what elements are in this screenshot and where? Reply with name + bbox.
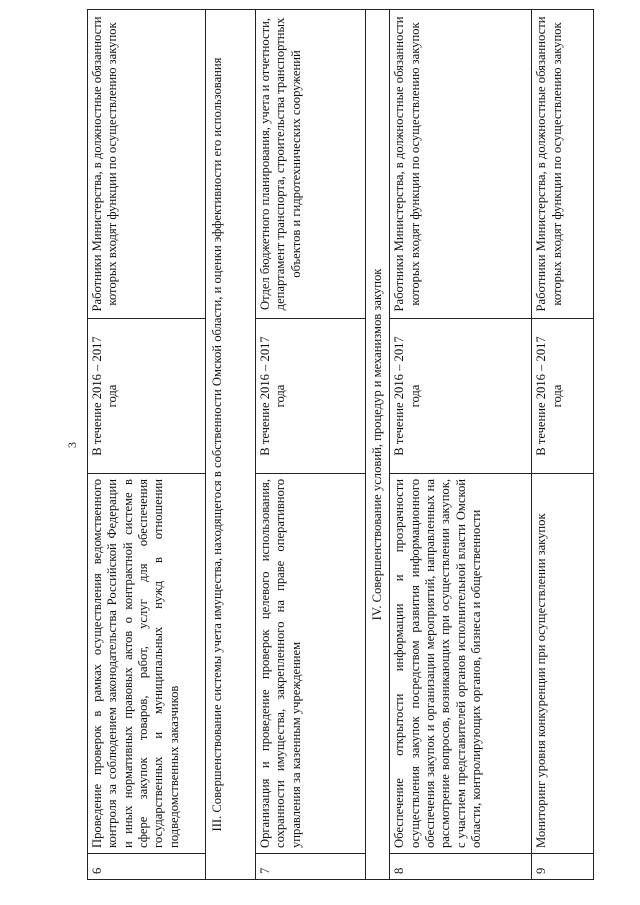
row-number: 6 — [88, 854, 206, 880]
measure-term: В течение 2016 – 2017 года — [88, 319, 206, 474]
page-number: 3 — [65, 442, 79, 448]
measure-term: В течение 2016 – 2017 года — [256, 319, 366, 474]
row-number: 9 — [532, 854, 594, 880]
measure-description: Организация и проведение проверок целевого использования, сохранности имущества, закрепленного на праве оперативного управления за казенным учреждением — [256, 474, 366, 854]
measure-responsible: Отдел бюджетного планирования, учета и отчетности, департамент транспорта, строительства транспортных объектов и гидротехнических сооружений — [256, 10, 366, 319]
section-title: III. Совершенствование системы учета имущества, находящегося в собственности Омской области, и оценки эффективности его использования — [206, 10, 256, 880]
measure-responsible: Работники Министерства, в должностные обязанности которых входят функции по осуществлению закупок — [390, 10, 532, 319]
section-header-row — [366, 10, 390, 880]
section-header-row — [206, 10, 256, 880]
table-row — [256, 10, 366, 880]
measures-table — [87, 9, 594, 880]
table-row — [532, 10, 594, 880]
measure-description: Проведение проверок в рамках осуществления ведомственного контроля за соблюдением законодательства Российской Федерации и иных нормативных правовых актов о контрактной системе в сфере закупок товаров, работ, услуг для обеспечения государственных и муниципальных нужд в отношении подведомственных заказчиков — [88, 474, 206, 854]
rotated-page-content — [65, 10, 575, 880]
measure-term: В течение 2016 – 2017 года — [532, 319, 594, 474]
section-title: IV. Совершенствование условий, процедур и механизмов закупок — [366, 10, 390, 880]
measure-responsible: Работники Министерства, в должностные обязанности которых входят функции по осуществлению закупок — [88, 10, 206, 319]
measure-description: Обеспечение открытости информации и прозрачности осуществления закупок посредством развития информационного обеспечения закупок и организации мероприятий, направленных на рассмотрение вопросов, возникающих при осуществлении закупок, с участием представителей органов исполнительной власти Омской области, контролирующих органов, бизнеса и общественности — [390, 474, 532, 854]
row-number: 8 — [390, 854, 532, 880]
table-row — [88, 10, 206, 880]
row-number: 7 — [256, 854, 366, 880]
table-row — [390, 10, 532, 880]
measure-term: В течение 2016 – 2017 года — [390, 319, 532, 474]
measure-description: Мониторинг уровня конкуренции при осуществлении закупок — [532, 474, 594, 854]
measure-responsible: Работники Министерства, в должностные обязанности которых входят функции по осуществлению закупок — [532, 10, 594, 319]
